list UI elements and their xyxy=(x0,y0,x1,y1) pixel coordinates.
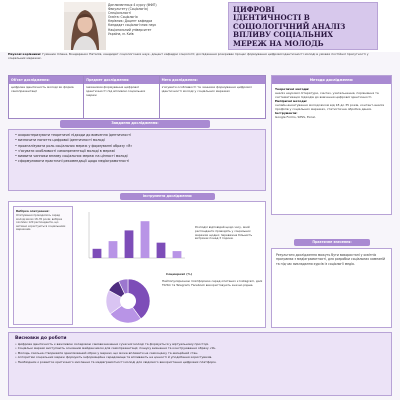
conclusions-panel xyxy=(8,332,392,396)
task-item: • визначити поняття цифрової ідентичності молоді xyxy=(15,138,259,143)
bar xyxy=(93,249,102,258)
table-cell: з'ясувати особливості та чинники формування цифрової ідентичності молоді у соціальних мережах xyxy=(161,85,252,93)
methods-tools-label: Інструменти: xyxy=(275,111,298,115)
methods-empirical-label: Емпіричні методи: xyxy=(275,99,308,103)
tasks-list xyxy=(15,133,259,165)
table-column xyxy=(160,76,265,118)
tasks-title: Завдання дослідження: xyxy=(60,120,210,128)
title-line: ВПЛИВУ СОЦІАЛЬНИХ xyxy=(233,30,334,40)
author-photo xyxy=(64,2,106,50)
conclusion-item: • Цифрова ідентичність є важливою складовою самовизначення сучасної молоді та формується у віртуальному просторі. xyxy=(15,342,385,346)
poster-title xyxy=(228,2,378,50)
table-column xyxy=(9,76,84,118)
bar xyxy=(157,243,166,258)
table-cell: механізми формування цифрової ідентичності під впливом соціальних мереж xyxy=(86,85,146,97)
pie-chart xyxy=(97,274,159,328)
bar xyxy=(125,230,134,258)
title-line: МЕРЕЖ НА МОЛОДЬ xyxy=(233,38,324,48)
conclusions-title: Висновки до роботи xyxy=(15,336,67,341)
abstract-text: Гуменюк Олена, Бондаренко Наталія, кандидат соціологічних наук, доцент кафедри соціології; дослідження розкриває процес формування цифрової ідентичності молоді в умовах постійної присутності у соціальних мережах. xyxy=(8,52,369,60)
methods-theory-label: Теоретичні методи: xyxy=(275,87,310,91)
table-column xyxy=(84,76,159,118)
practical-title: Практичне значення: xyxy=(294,239,370,246)
bar xyxy=(109,241,118,258)
instruments-panel xyxy=(8,201,266,328)
task-item: • сформулювати практичні рекомендації щодо медіаграмотності xyxy=(15,159,259,164)
task-item: • виявити чинники впливу соціальних мереж на цінності молоді xyxy=(15,154,259,159)
conclusion-item: • Необхідним є розвиток критичного мислення та медіаграмотності молоді для свідомого використання цифрових платформ. xyxy=(15,360,385,364)
author-line: Спеціальності xyxy=(108,11,132,16)
practical-panel xyxy=(271,248,392,328)
pie-center xyxy=(120,293,136,309)
table-cell: цифрова ідентичність молоді як форма самопрезентації xyxy=(11,85,74,93)
pie-chart-heading: Соцмережі (%) xyxy=(166,272,192,276)
header xyxy=(0,0,400,52)
conclusion-item: • Алгоритми соціальних мереж формують інформаційне середовище та впливають на цінності й уподобання користувачів. xyxy=(15,355,385,359)
conclusion-item: • Соціальні мережі виступають основним майданчиком для самопрезентації, пошуку визнання та конструювання образу «Я». xyxy=(15,346,385,350)
table-header: Мета дослідження: xyxy=(160,76,265,84)
table-header: Предмет дослідження: xyxy=(84,76,158,84)
pie-chart-description: Найпопулярнішою платформою серед опитаних є Instagram, далі TikTok та Telegram; Facebook використовують значно рідше. xyxy=(162,279,263,287)
research-table xyxy=(8,75,266,119)
practical-text: Результати дослідження можуть бути використані у освітніх програмах з медіаграмотності, для розробки соціальних кампаній та під час викладання курсів із соціології медіа. xyxy=(276,253,386,266)
methods-title: Методи дослідження: xyxy=(272,76,391,84)
author-line: Дипломантиця 4 курсу (ФФП) xyxy=(108,3,157,7)
respondents-text: Опитування проводилось серед молоді віком 18–35 років; вибірка охоплює 120 респондентів, що активно користуються соціальними мережами. xyxy=(16,214,66,231)
task-item: • проаналізувати роль соціальних мереж у формуванні образу «Я» xyxy=(15,144,259,149)
methods-body xyxy=(272,84,391,122)
methods-theory-text: аналіз наукової літератури, синтез, узагальнення, порівняння та систематизація підходів до вивчення цифрової ідентичності. xyxy=(275,91,379,99)
methods-empirical-text: онлайн-анкетування молоді віком від 18 до 35 років, контент-аналіз профілів у соціальних мережах, статистична обробка даних. xyxy=(275,103,385,111)
author-line: Керівник: Доцент кафедри xyxy=(108,19,153,24)
chart-axis xyxy=(89,212,185,258)
title-line: ЦИФРОВІ xyxy=(233,5,275,14)
instruments-title: Інструменти дослідження: xyxy=(120,193,215,200)
abstract-label: Наукові керівники: xyxy=(8,52,42,56)
methods-tools-text: Google Forms, SPSS, Excel. xyxy=(275,115,316,119)
author-line: Кандидат соціологічних наук xyxy=(108,23,157,28)
task-item: • з'ясувати особливості самопрезентації молоді в мережі xyxy=(15,149,259,154)
author-line: Освіта: Соціологія xyxy=(108,15,138,20)
bar-chart-description: Розподіл відповідей щодо часу, який респонденти проводять у соціальних мережах щодня; переважна більшість витрачає понад 3 години. xyxy=(195,225,253,241)
bar xyxy=(141,221,150,258)
bar xyxy=(173,251,182,258)
respondents-title: Вибірка опитування: xyxy=(16,209,50,213)
bar-chart xyxy=(79,206,191,268)
author-line: Національний університет xyxy=(108,27,152,32)
task-item: • охарактеризувати теоретичні підходи до вивчення ідентичності xyxy=(15,133,259,138)
title-line: ІДЕНТИЧНОСТІ В xyxy=(233,13,310,23)
respondents-box xyxy=(13,206,73,325)
tasks-panel xyxy=(8,129,266,191)
table-header: Об'єкт дослідження: xyxy=(9,76,83,84)
abstract xyxy=(8,53,386,61)
title-line: СОЦІОЛОГІЧНИЙ АНАЛІЗ xyxy=(233,21,346,31)
methods-panel xyxy=(271,75,392,215)
author-info xyxy=(108,3,226,36)
author-line: Факультету (Соціологія) xyxy=(108,7,148,12)
conclusions-list xyxy=(15,342,385,364)
author-line: Україна, м. Київ xyxy=(108,31,134,36)
conclusion-item: • Молодь схильна створювати ідеалізований образ у мережі, що може впливати на самооцінку та емоційний стан. xyxy=(15,351,385,355)
